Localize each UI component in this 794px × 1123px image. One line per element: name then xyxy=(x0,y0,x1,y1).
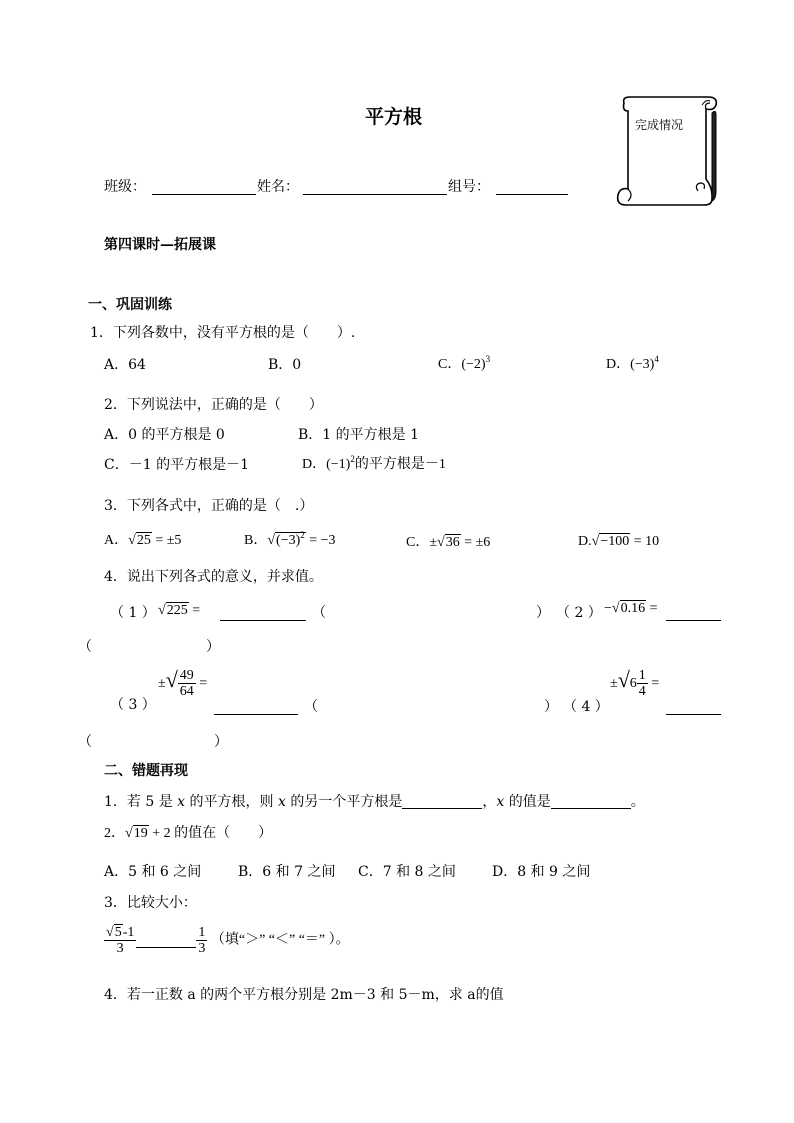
class-field[interactable] xyxy=(152,180,256,195)
s1-q4-part4-paren-open: （ xyxy=(78,734,92,750)
s1-q1-option-a: A．64 xyxy=(104,357,146,373)
name-label: 姓名： xyxy=(257,179,299,195)
s2-q2-stem: 2．√19 + 2 的值在（ ） xyxy=(104,826,273,841)
s2-q3-stem: 3．比较大小： xyxy=(104,895,197,911)
class-label: 班级： xyxy=(104,179,146,195)
s1-q4-part4-label: （ 4 ） xyxy=(563,699,609,715)
s1-q2-stem: 2．下列说法中，正确的是（ ） xyxy=(104,397,323,413)
s2-q3-compare: $\frac{√5-1}{3}$ $\frac{1}{3}$ （填“＞” “＜” “＝” ）。 xyxy=(106,924,350,957)
s1-q2-option-a: A．0 的平方根是 0 xyxy=(104,427,225,443)
s1-q1-option-c: C．$(-2)^3$ xyxy=(438,354,491,372)
s2-q2-option-d: D．8 和 9 之间 xyxy=(492,864,591,880)
s2-q1-answer-1[interactable] xyxy=(402,794,482,809)
section-2-heading: 二、错题再现 xyxy=(104,763,188,779)
s1-q4-part4-paren-close: ） xyxy=(214,734,228,750)
s1-q2-option-b: B．1 的平方根是 1 xyxy=(298,427,420,443)
s1-q1-option-d: D．$(-3)^4$ xyxy=(606,354,659,372)
s1-q2-option-d: D．$(-1)^2$的平方根是－1 xyxy=(302,454,446,472)
s2-q1-stem: 1．若 5 是 x 的平方根，则 x 的另一个平方根是 ，x 的值是 。 xyxy=(104,794,645,810)
s1-q4-stem: 4．说出下列各式的意义，并求值。 xyxy=(104,569,323,585)
s1-q4-part2-label: （ 2 ） xyxy=(556,605,602,621)
s1-q4-part3-answer[interactable] xyxy=(214,700,298,715)
s1-q2-option-c: C．－1 的平方根是－1 xyxy=(104,457,249,473)
section-1-heading: 一、巩固训练 xyxy=(88,297,172,313)
group-field[interactable] xyxy=(496,180,568,195)
page-title: 平方根 xyxy=(365,106,423,128)
s1-q1-option-b: B．0 xyxy=(268,357,302,373)
s1-q4-part1-answer[interactable] xyxy=(220,606,306,621)
s1-q4-part3-label: （ 3 ） xyxy=(110,697,156,713)
s1-q4-part4-answer[interactable] xyxy=(666,700,721,715)
completion-scroll-badge xyxy=(612,95,722,207)
s1-q1-stem: 1．下列各数中，没有平方根的是（ ）. xyxy=(90,325,356,341)
s1-q3-option-a: A．√25 = ±5 xyxy=(104,533,182,548)
s2-q4-stem: 4．若一正数 a 的两个平方根分别是 2m－3 和 5－m，求 a的值 xyxy=(104,987,504,1003)
s2-q1-answer-2[interactable] xyxy=(551,794,631,809)
s1-q4-part2-paren-close: ） xyxy=(206,639,220,655)
s1-q4-part3-expr: ±√ $\frac{49}{64}$ = xyxy=(158,667,208,700)
s1-q4-part3-paren-close: ） xyxy=(544,699,558,715)
s1-q4-part1-paren-close: ） xyxy=(536,605,550,621)
s1-q4-part1-expr: √225 = xyxy=(158,603,201,618)
s2-q3-answer[interactable] xyxy=(136,933,196,948)
s1-q4-part2-answer[interactable] xyxy=(666,606,721,621)
s2-q2-option-a: A．5 和 6 之间 xyxy=(104,864,202,880)
s1-q4-part2-expr: −√0.16 = xyxy=(604,601,658,616)
s1-q4-part3-paren-open: （ xyxy=(304,699,318,715)
s1-q3-option-b: B．$√(-3)^2 = -3$ xyxy=(244,530,336,548)
s2-q2-option-b: B．6 和 7 之间 xyxy=(238,864,336,880)
lesson-heading: 第四课时—拓展课 xyxy=(104,237,216,253)
scroll-icon xyxy=(612,95,722,207)
group-label: 组号： xyxy=(448,179,490,195)
s1-q3-stem: 3．下列各式中，正确的是（ .） xyxy=(104,498,314,514)
s1-q4-part4-expr: ±√6 $\frac{1}{4}$ = xyxy=(610,667,660,700)
s2-q2-option-c: C．7 和 8 之间 xyxy=(358,864,456,880)
s1-q4-part1-paren-open: （ xyxy=(312,605,326,621)
completion-label: 完成情况 xyxy=(635,118,684,132)
s1-q3-option-c: C．±√36 = ±6 xyxy=(406,535,491,550)
s1-q4-part2-paren-open: （ xyxy=(78,639,92,655)
s1-q4-part1-label: （ 1 ） xyxy=(110,605,156,621)
s1-q3-option-d: D.√−100 = 10 xyxy=(578,534,660,549)
name-field[interactable] xyxy=(303,180,447,195)
